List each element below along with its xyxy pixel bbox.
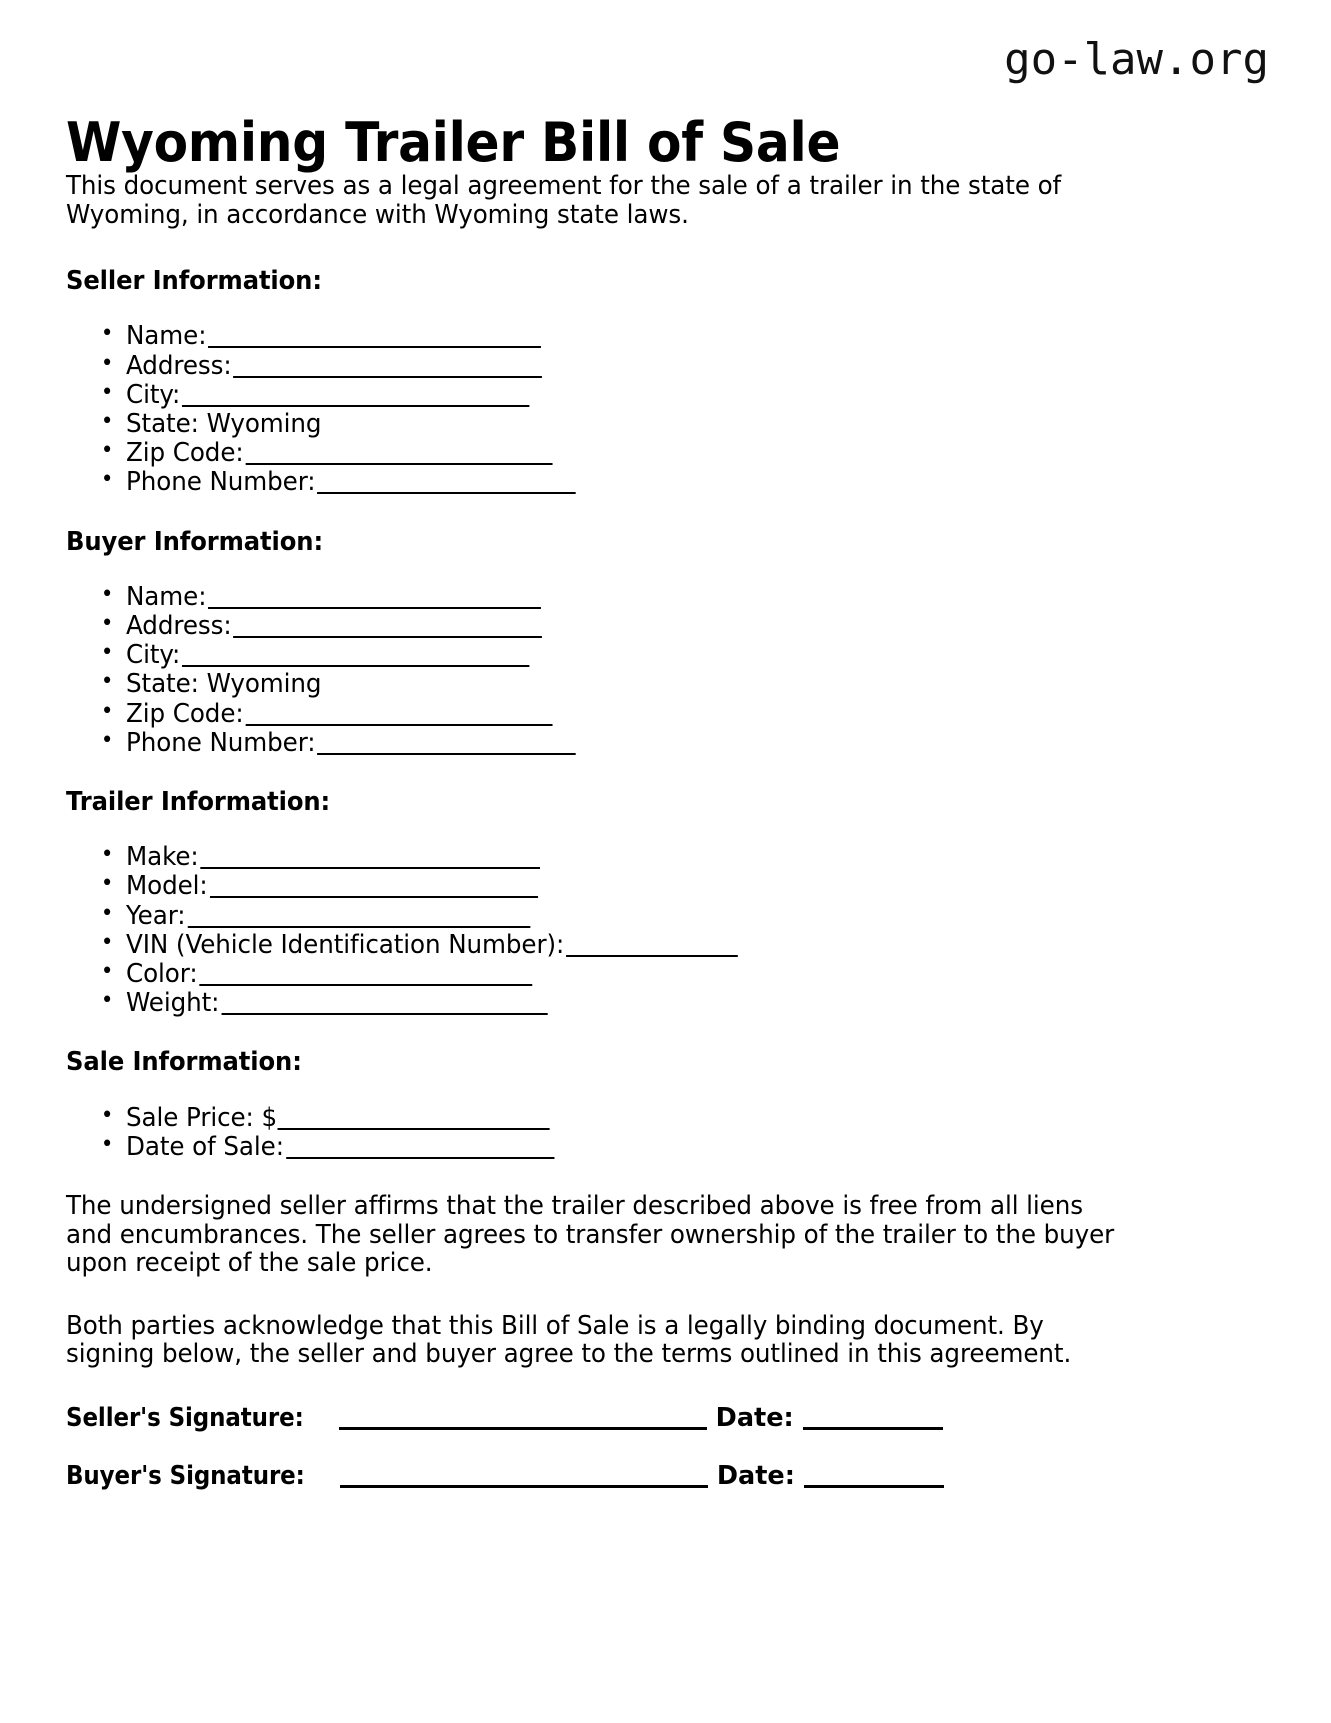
date-label: Date: (716, 1461, 795, 1492)
spacer (66, 296, 1126, 322)
field-label: VIN (Vehicle Identification Number): (126, 929, 565, 960)
spacer (66, 817, 1126, 843)
fill-in-line[interactable] (201, 867, 541, 869)
field-label: Phone Number: (126, 467, 316, 498)
signature-row (66, 1403, 1126, 1434)
field-label: Address: (126, 350, 232, 381)
fill-in-line[interactable] (245, 724, 552, 726)
field-row (126, 583, 1091, 612)
field-label: Color: (126, 959, 198, 990)
field-row (126, 352, 1091, 381)
closing-paragraph: Both parties acknowledge that this Bill of Sale is a legally binding document. By signing below, the seller and buyer agree to the terms outlined in this agreement. (66, 1310, 1072, 1370)
field-label: City: (126, 379, 181, 410)
field-label: State: Wyoming (126, 669, 322, 700)
field-row (126, 931, 1091, 960)
field-label: Address: (126, 611, 232, 642)
field-row (126, 1104, 1091, 1133)
field-label: Zip Code: (126, 698, 244, 729)
fill-in-line[interactable] (208, 607, 541, 609)
spacer (66, 1433, 1126, 1461)
fill-in-line[interactable] (317, 753, 576, 755)
fill-in-line[interactable] (208, 346, 541, 348)
spacer (66, 1369, 1126, 1403)
section-heading: Buyer Information: (66, 526, 324, 557)
closing-container (66, 1192, 1126, 1403)
fill-in-line[interactable] (233, 636, 542, 638)
fill-in-line[interactable] (221, 1013, 547, 1015)
intro-paragraph: This document serves as a legal agreement for the sale of a trailer in the state of Wyoming, in accordance with Wyoming state laws. (66, 171, 1062, 230)
document-body (66, 172, 1126, 1520)
field-list (66, 583, 1126, 758)
section-heading: Sale Information: (66, 1047, 302, 1078)
sections-container (66, 267, 1126, 1192)
field-label: Zip Code: (126, 438, 244, 469)
spacer (66, 758, 1126, 788)
date-label: Date: (715, 1402, 794, 1433)
field-list (66, 1104, 1126, 1162)
fill-in-line[interactable] (566, 955, 738, 957)
signature-line[interactable] (339, 1427, 707, 1430)
fill-in-line[interactable] (286, 1157, 554, 1159)
closing-paragraph: The undersigned seller affirms that the trailer described above is free from all liens and encumbrances. The seller agrees to transfer ownership of the trailer to the buyer upon receipt of the sale price. (66, 1191, 1115, 1279)
section-heading: Trailer Information: (66, 786, 331, 817)
fill-in-line[interactable] (210, 896, 538, 898)
field-row (126, 729, 1091, 758)
field-label: State: Wyoming (126, 408, 322, 439)
date-line[interactable] (804, 1485, 944, 1488)
field-row (126, 612, 1091, 641)
field-row (126, 872, 1091, 901)
field-row (126, 843, 1091, 872)
spacer (66, 557, 1126, 583)
field-label: City: (126, 640, 181, 671)
field-row (126, 381, 1091, 410)
signature-label: Seller's Signature: (66, 1402, 304, 1433)
field-row (126, 960, 1091, 989)
field-row (126, 700, 1091, 729)
signature-label: Buyer's Signature: (66, 1461, 305, 1492)
fill-in-line[interactable] (182, 665, 529, 667)
fill-in-line[interactable] (317, 492, 576, 494)
field-row (126, 439, 1091, 468)
fill-in-line[interactable] (277, 1128, 549, 1130)
signature-line[interactable] (340, 1485, 708, 1488)
field-label: Name: (126, 321, 207, 352)
field-label: Sale Price: $ (126, 1102, 278, 1133)
signature-container (66, 1403, 1126, 1520)
field-row (126, 902, 1091, 931)
field-label: Weight: (126, 988, 220, 1019)
field-row (126, 641, 1091, 670)
fill-in-line[interactable] (233, 376, 542, 378)
field-row (126, 989, 1091, 1018)
spacer (66, 1492, 1126, 1520)
field-label: Year: (126, 900, 186, 931)
field-label: Name: (126, 581, 207, 612)
site-logo: go-law.org (1004, 34, 1269, 85)
section-heading: Seller Information: (66, 266, 322, 297)
date-line[interactable] (803, 1427, 943, 1430)
field-list (66, 322, 1126, 497)
spacer (66, 1018, 1126, 1048)
fill-in-line[interactable] (245, 463, 552, 465)
signature-row (66, 1461, 1126, 1492)
field-list (66, 843, 1126, 1018)
spacer (66, 229, 1126, 267)
fill-in-line[interactable] (187, 926, 530, 928)
field-row (126, 468, 1091, 497)
fill-in-line[interactable] (182, 405, 529, 407)
field-row (126, 1133, 1091, 1162)
spacer (66, 1162, 1126, 1192)
fill-in-line[interactable] (199, 984, 532, 986)
field-row (126, 410, 1091, 439)
field-row (126, 322, 1091, 351)
spacer (66, 1078, 1126, 1104)
spacer (66, 498, 1126, 528)
field-row (126, 670, 1091, 699)
field-label: Make: (126, 842, 199, 873)
page-title: Wyoming Trailer Bill of Sale (66, 111, 841, 175)
field-label: Model: (126, 871, 208, 902)
spacer (66, 1278, 1126, 1312)
field-label: Date of Sale: (126, 1131, 284, 1162)
field-label: Phone Number: (126, 727, 316, 758)
